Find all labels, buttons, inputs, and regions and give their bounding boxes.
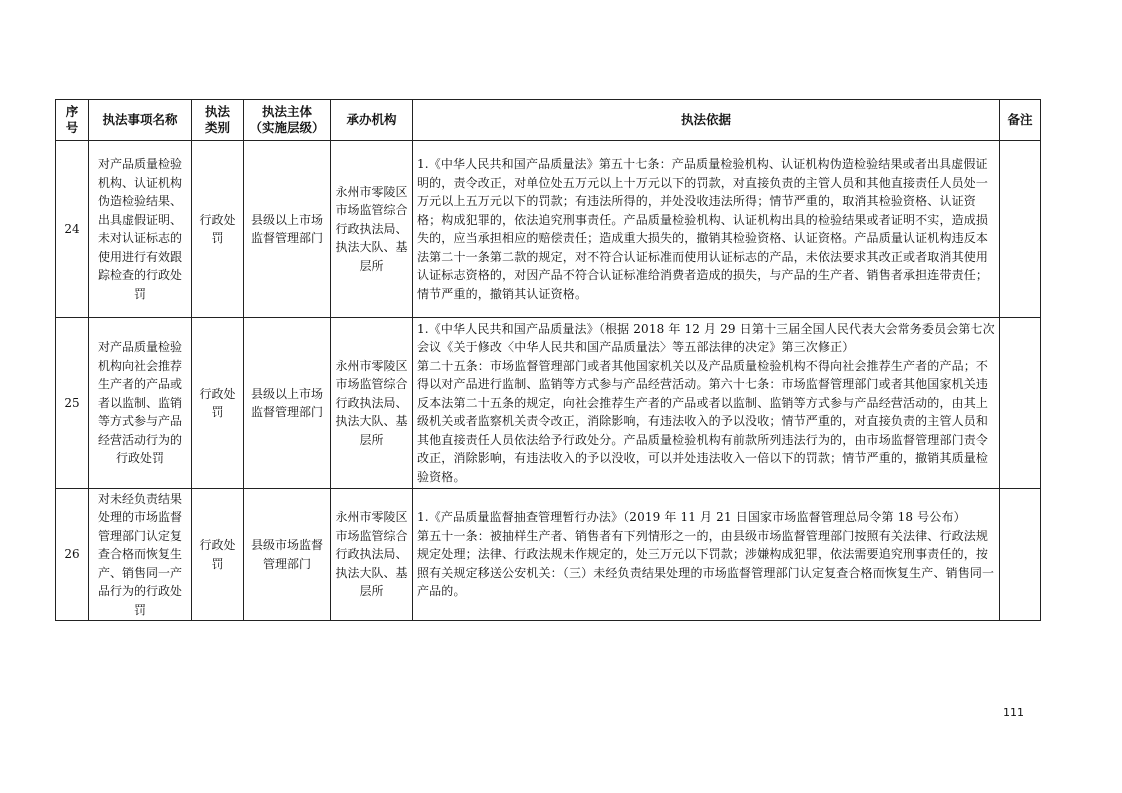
table-row — [56, 489, 1041, 621]
row-basis: 1.《中华人民共和国产品质量法》第五十七条：产品质量检验机构、认证机构伪造检验结果或者出具虚假证明的，责令改正，对单位处五万元以上十万元以下的罚款，对直接负责的主管人员和其他直接责任人员处一万元以上五万元以下的罚款；有违法所得的，并处没收违法所得；情节严重的，取消其检验资格、认证资格；构成犯罪的，依法追究刑事责任。产品质量检验机构、认证机构出具的检验结果或者证明不实，造成损失的，应当承担相应的赔偿责任；造成重大损失的，撤销其检验资格、认证资格。产品质量认证机构违反本法第二十一条第二款的规定，对不符合认证标准而使用认证标志的产品，未依法要求其改正或者取消其使用认证标志资格的，对因产品不符合认证标准给消费者造成的损失，与产品的生产者、销售者承担连带责任；情节严重的，撤销其认证资格。 — [413, 141, 1000, 318]
row-basis: 1.《产品质量监督抽查管理暂行办法》（2019 年 11 月 21 日国家市场监督管理总局令第 18 号公布） 第五十一条：被抽样生产者、销售者有下列情形之一的，由县级市场监督管理部门按照有关法律、行政法规规定处理；法律、行政法规未作规定的，处三万元以下罚款；涉嫌构成犯罪，依法需要追究刑事责任的，按照有关规定移送公安机关：（三）未经负责结果处理的市场监督管理部门认定复查合格而恢复生产、销售同一产品的。 — [413, 489, 1000, 621]
row-seq: 24 — [56, 141, 89, 318]
header-row — [56, 100, 1041, 141]
enforcement-table — [55, 99, 1041, 621]
header-subject: 执法主体 （实施层级） — [244, 100, 331, 141]
header-category: 执法 类别 — [192, 100, 244, 141]
row-category: 行政处罚 — [192, 141, 244, 318]
header-remark: 备注 — [1000, 100, 1041, 141]
table-row — [56, 141, 1041, 318]
header-seq: 序 号 — [56, 100, 89, 141]
row-agency: 永州市零陵区市场监管综合行政执法局、执法大队、基层所 — [331, 489, 413, 621]
row-agency: 永州市零陵区市场监管综合行政执法局、执法大队、基层所 — [331, 318, 413, 489]
row-remark — [1000, 141, 1041, 318]
row-name: 对产品质量检验机构、认证机构伪造检验结果、出具虚假证明、未对认证标志的使用进行有效跟踪检查的行政处罚 — [89, 141, 192, 318]
row-category: 行政处罚 — [192, 489, 244, 621]
row-subject: 县级以上市场监督管理部门 — [244, 318, 331, 489]
row-seq: 25 — [56, 318, 89, 489]
page-number: 111 — [1003, 706, 1024, 719]
row-category: 行政处罚 — [192, 318, 244, 489]
row-remark — [1000, 318, 1041, 489]
row-subject: 县级以上市场监督管理部门 — [244, 141, 331, 318]
row-remark — [1000, 489, 1041, 621]
header-name: 执法事项名称 — [89, 100, 192, 141]
table-row — [56, 318, 1041, 489]
row-agency: 永州市零陵区市场监管综合行政执法局、执法大队、基层所 — [331, 141, 413, 318]
row-name: 对未经负责结果处理的市场监督管理部门认定复查合格而恢复生产、销售同一产品行为的行政处罚 — [89, 489, 192, 621]
row-subject: 县级市场监督管理部门 — [244, 489, 331, 621]
row-basis: 1.《中华人民共和国产品质量法》（根据 2018 年 12 月 29 日第十三届全国人民代表大会常务委员会第七次会议《关于修改〈中华人民共和国产品质量法〉等五部法律的决定》第三次修正） 第二十五条：市场监督管理部门或者其他国家机关以及产品质量检验机构不得向社会推荐生产者的产品；不得以对产品进行监制、监销等方式参与产品经营活动。第六十七条：市场监督管理部门或者其他国家机关违反本法第二十五条的规定，向社会推荐生产者的产品或者以监制、监销等方式参与产品经营活动的，由其上级机关或者监察机关责令改正，消除影响，有违法收入的予以没收；情节严重的，对直接负责的主管人员和其他直接责任人员依法给予行政处分。产品质量检验机构有前款所列违法行为的，由市场监督管理部门责令改正，消除影响，有违法收入的予以没收，可以并处违法收入一倍以下的罚款；情节严重的，撤销其质量检验资格。 — [413, 318, 1000, 489]
row-name: 对产品质量检验机构向社会推荐生产者的产品或者以监制、监销等方式参与产品经营活动行为的行政处罚 — [89, 318, 192, 489]
header-agency: 承办机构 — [331, 100, 413, 141]
header-basis: 执法依据 — [413, 100, 1000, 141]
row-seq: 26 — [56, 489, 89, 621]
